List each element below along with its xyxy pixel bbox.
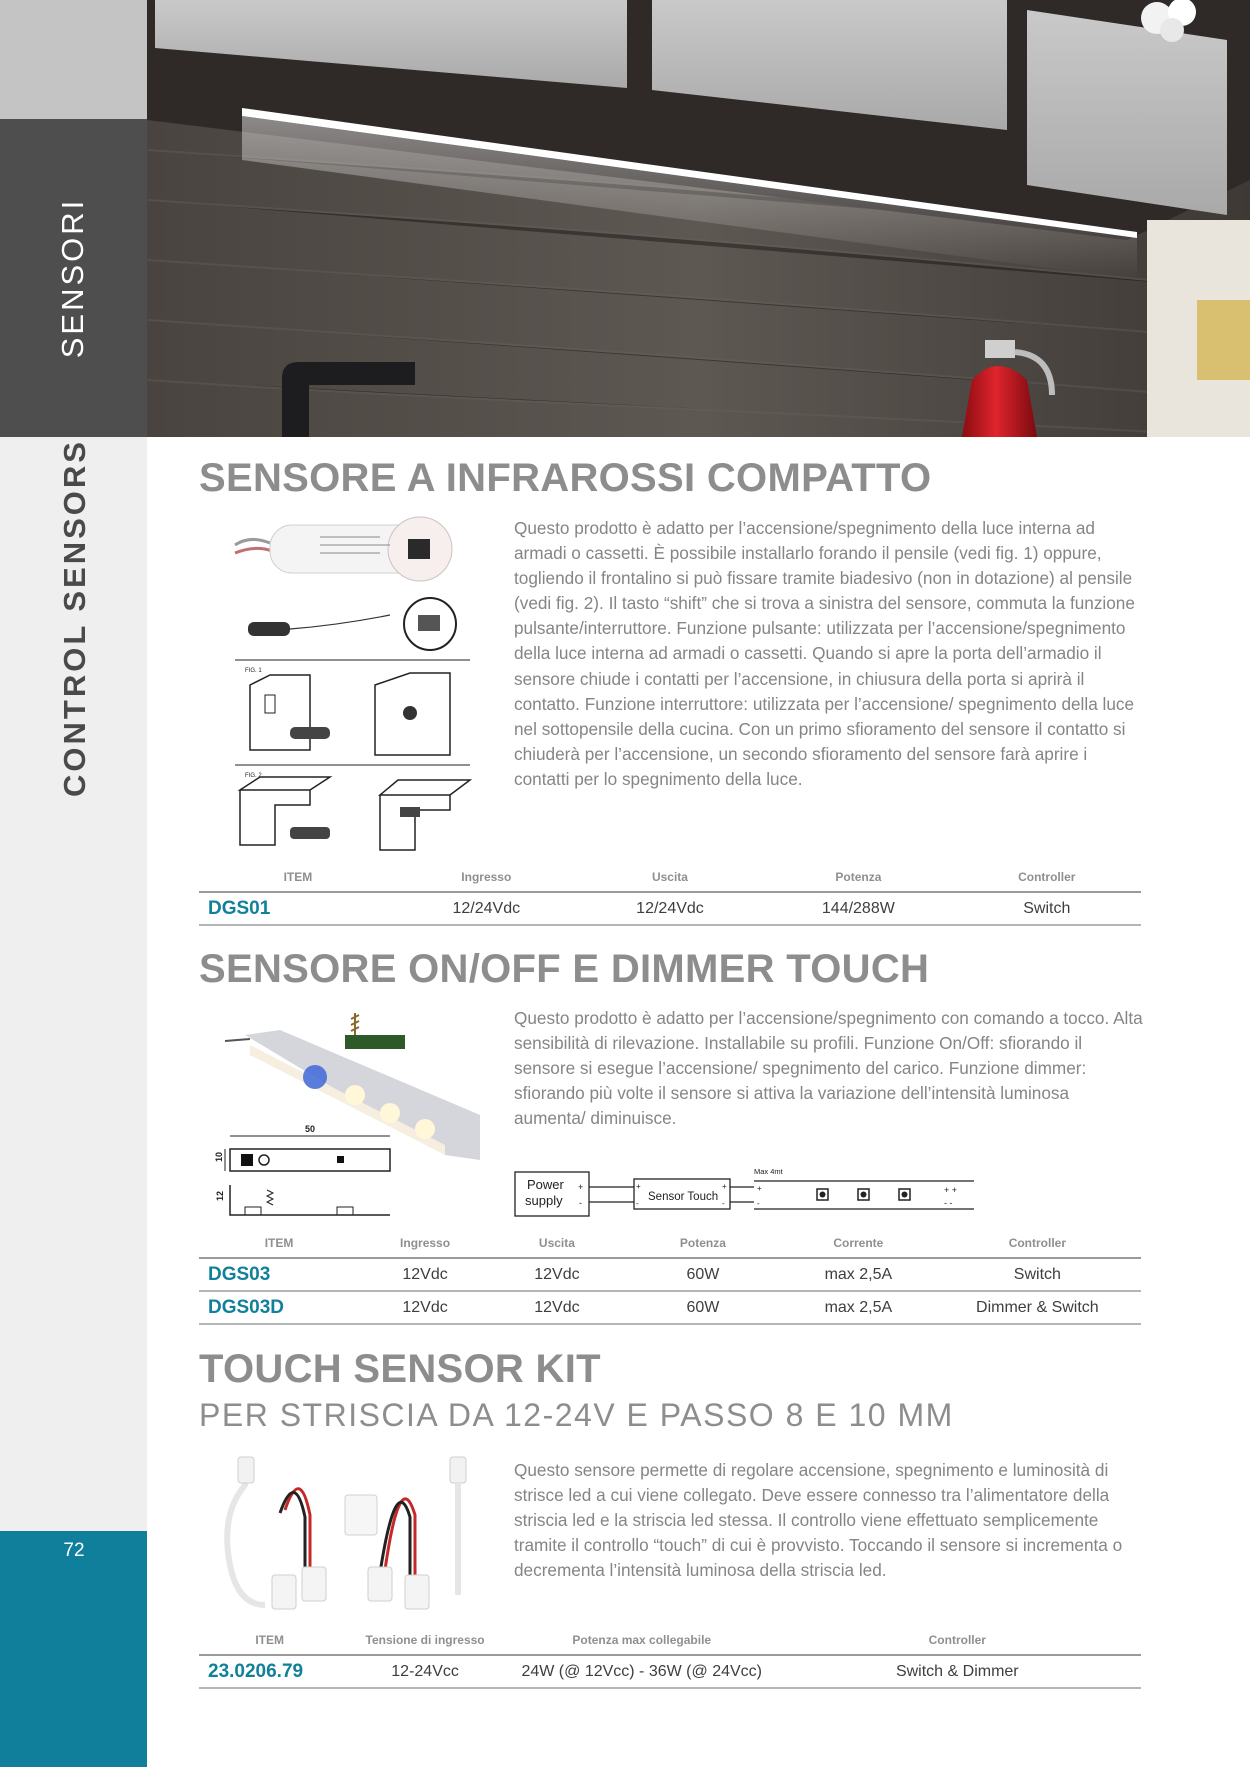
table-cell: Switch	[953, 892, 1141, 925]
wiring-max-length: Max 4mt	[754, 1167, 783, 1176]
item-code: DGS03D	[199, 1291, 359, 1324]
touch-sensor-illustration	[205, 1005, 485, 1220]
page-number: 72	[63, 1540, 85, 1561]
table-cell: 60W	[623, 1291, 783, 1324]
table-header: Controller	[1008, 1235, 1067, 1250]
section-3-description: Questo sensore permette di regolare accensione, spegnimento e luminosità di strisce led a cui viene collegato. Deve essere connesso tra l’alimentatore della striscia led e la striscia led stessa. Il controllo viene effettuato semplicemente tramite il controllo “touch” di cui è provvisto. Toccando il sensore si incrementa o decrementa l’intensità luminosa della striscia led.	[514, 1460, 1123, 1581]
table-cell: max 2,5A	[783, 1258, 934, 1291]
table-header: ITEM	[255, 1632, 284, 1647]
wiring-diagram-svg	[514, 1165, 979, 1217]
touch-kit-photo	[210, 1455, 470, 1615]
svg-text:-: -	[757, 1199, 760, 1208]
ir-sensor-diagram	[230, 515, 475, 855]
sidebar-page-band	[0, 1531, 147, 1767]
item-code: DGS01	[199, 892, 397, 925]
table-cell: 12Vdc	[491, 1258, 623, 1291]
table-header: Controller	[1018, 869, 1076, 884]
sidebar-section-label: SENSORI	[55, 197, 90, 359]
table-header-row	[199, 1228, 1141, 1258]
wiring-power-supply-label: Power supply	[525, 1177, 564, 1208]
table-header: Potenza	[835, 869, 882, 884]
hero-photo	[147, 0, 1250, 437]
table-header: Ingresso	[461, 869, 512, 884]
sidebar-top-band	[0, 0, 147, 119]
wiring-diagram	[514, 1165, 979, 1217]
table-header: Uscita	[538, 1235, 575, 1250]
table-header-row	[199, 862, 1141, 892]
wiring-sensor-label: Sensor Touch	[648, 1191, 719, 1203]
table-header: Controller	[928, 1632, 986, 1647]
svg-text:FIG. 1: FIG. 1	[245, 668, 262, 674]
table-header: Uscita	[651, 869, 688, 884]
table-cell: 12/24Vdc	[397, 892, 576, 925]
table-header: Ingresso	[400, 1235, 451, 1250]
svg-text:+: +	[636, 1182, 641, 1191]
item-code: 23.0206.79	[199, 1655, 340, 1688]
svg-text:+ +: + +	[944, 1185, 958, 1195]
section-3-title: TOUCH SENSOR KIT	[199, 1347, 601, 1391]
item-code: DGS03	[199, 1258, 359, 1291]
table-header: Corrente	[833, 1235, 884, 1250]
touch-sensor-figure	[205, 1005, 485, 1220]
section-2-title: SENSORE ON/OFF E DIMMER TOUCH	[199, 947, 930, 991]
section-3-spec-table	[199, 1625, 1141, 1689]
table-header: ITEM	[264, 1235, 294, 1250]
dimension-width: 50	[305, 1124, 316, 1134]
table-cell: 12/24Vdc	[576, 892, 764, 925]
svg-text:-: -	[636, 1199, 639, 1208]
svg-text:-: -	[579, 1198, 582, 1208]
sidebar-category-label: CONTROL SENSORS	[57, 439, 92, 797]
table-cell: max 2,5A	[783, 1291, 934, 1324]
section-3-subtitle: PER STRISCIA DA 12-24V E PASSO 8 E 10 MM	[199, 1397, 954, 1433]
touch-kit-illustration	[210, 1455, 470, 1615]
svg-text:+: +	[757, 1184, 762, 1193]
section-1-spec-table	[199, 862, 1141, 926]
table-row	[199, 1258, 1141, 1291]
section-2-spec-table	[199, 1228, 1141, 1325]
table-header: Potenza	[679, 1235, 726, 1250]
table-cell: 12Vdc	[491, 1291, 623, 1324]
table-cell: 144/288W	[764, 892, 952, 925]
sidebar	[0, 0, 147, 1767]
svg-text:- -: - -	[944, 1198, 953, 1208]
svg-text:+: +	[578, 1182, 584, 1192]
section-2-description: Questo prodotto è adatto per l’accensione/spegnimento con comando a tocco. Alta sensibilità di rilevazione. Installabile su profili. Funzione On/Off: sfiorando il sensore si esegue l’accensione/ spegnimento del carico. Funzione dimmer: sfiorando più volte il sensore si attiva la variazione dell’intensità luminosa aumenta/ diminuisce.	[514, 1008, 1143, 1129]
table-cell: 60W	[623, 1258, 783, 1291]
table-cell: Dimmer & Switch	[934, 1291, 1141, 1324]
table-cell: 12Vdc	[359, 1291, 491, 1324]
table-header-row	[199, 1625, 1141, 1655]
svg-text:FIG. 2: FIG. 2	[245, 773, 262, 779]
kitchen-led-photo	[147, 0, 1250, 437]
table-cell: 12-24Vcc	[340, 1655, 510, 1688]
section-1-description: Questo prodotto è adatto per l’accensione/spegnimento della luce interna ad armadi o cassetti. È possibile installarlo forando il pensile (vedi fig. 1) oppure, togliendo il frontalino si può fissare tramite biadesivo (non in dotazione) al pensile (vedi fig. 2). Il tasto “shift” che si trova a sinistra del sensore, commuta la funzione pulsante/interruttore. Funzione pulsante: utilizzata per l’accensione/spegnimento della luce interna ad armadi o cassetti. Quando si apre la porta dell’armadio il sensore chiude i contatti per l’accensione, in chiusura della porta si aprirà il contatto. Funzione interruttore: utilizzata per l’accensione/ spegnimento della luce nel sottopensile della cucina. Con un primo sfioramento del sensore il contatto si chiuderà per l’accensione, un secondo sfioramento del sensore farà aprire i contatti per lo spegnimento della luce.	[514, 518, 1135, 789]
table-header: Potenza max collegabile	[572, 1632, 712, 1647]
svg-text:-: -	[722, 1199, 725, 1208]
table-row	[199, 1655, 1141, 1688]
table-row	[199, 892, 1141, 925]
ir-sensor-illustration	[230, 515, 475, 855]
table-header: ITEM	[283, 869, 313, 884]
table-cell: Switch	[934, 1258, 1141, 1291]
table-cell: Switch & Dimmer	[774, 1655, 1141, 1688]
dimension-depth: 12	[215, 1190, 225, 1201]
svg-text:+: +	[722, 1182, 727, 1191]
table-cell: 24W (@ 12Vcc) - 36W (@ 24Vcc)	[510, 1655, 774, 1688]
table-cell: 12Vdc	[359, 1258, 491, 1291]
table-row	[199, 1291, 1141, 1324]
table-header: Tensione di ingresso	[365, 1632, 485, 1647]
dimension-height: 10	[214, 1151, 224, 1162]
section-1-title: SENSORE A INFRAROSSI COMPATTO	[199, 456, 932, 500]
